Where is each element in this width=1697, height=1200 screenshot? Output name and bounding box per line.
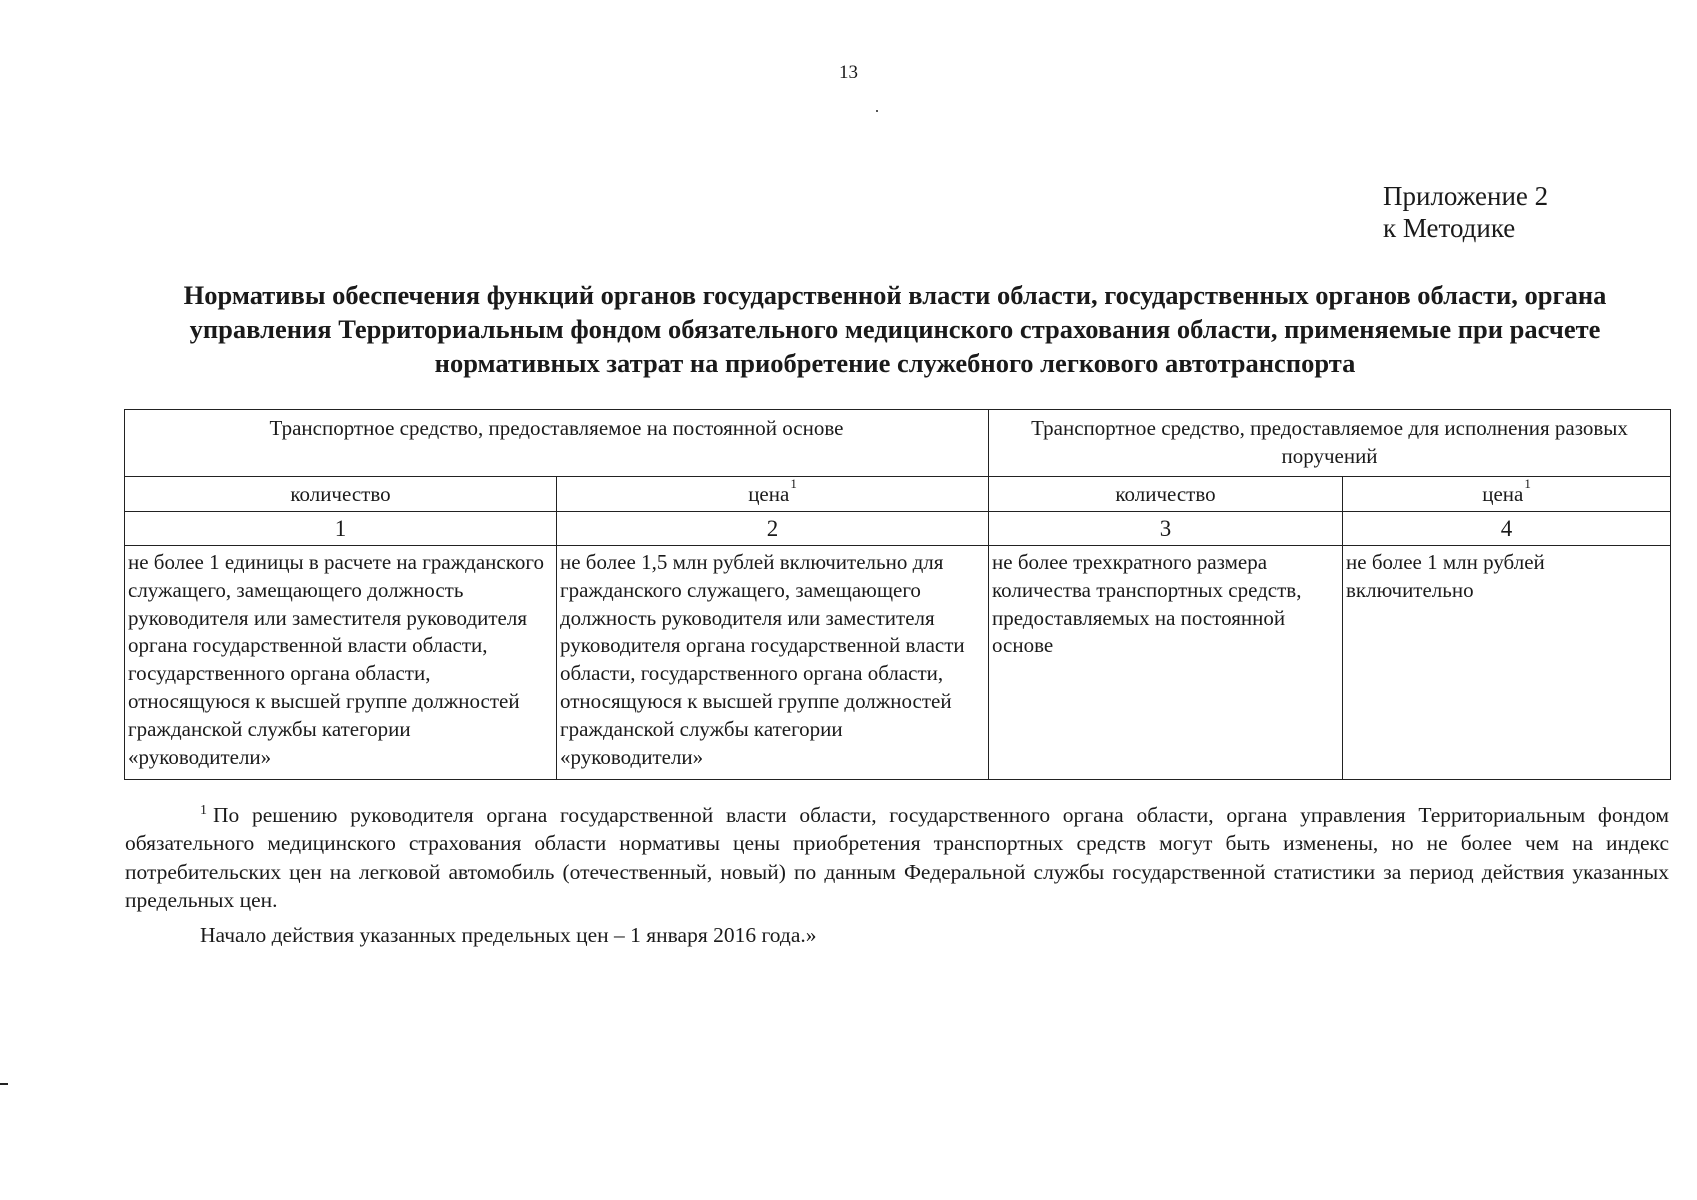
document-title: Нормативы обеспечения функций органов государственной власти области, государственных органов области, органа управления Территориальным фондом обязательного медицинского страхования области, применяемые при расчете нормативных затрат на приобретение служебного легкового автотранспорта [183,280,1607,378]
effective-date-note: Начало действия указанных предельных цен – 1 января 2016 года.» [200,922,817,947]
appendix-line-1: Приложение 2 [1383,181,1549,211]
column-number: 1 [125,512,557,546]
sub-header-quantity-permanent [125,477,557,512]
sub-header-price-permanent [557,477,989,512]
column-number: 3 [989,512,1343,546]
sub-header-label: цена [1482,481,1524,506]
cell-quantity-one-time: не более трехкратного размера количества транспортных средств, предоставляемых на постоянной основе [989,546,1343,780]
footnote-ref: 1 [790,475,797,491]
page-number: 13 [839,62,858,83]
table-sub-header-row [125,477,1671,512]
sub-header-quantity-one-time [989,477,1343,512]
table-row [125,546,1671,780]
norms-table [124,409,1671,780]
cell-price-permanent: не более 1,5 млн рублей включительно для гражданского служащего, замещающего должность руководителя или заместителя руководителя органа государственной власти области, государственного органа области, относящуюся к высшей группе должностей гражданской службы категории «руководители» [557,546,989,780]
group-header-one-time: Транспортное средство, предоставляемое для исполнения разовых поручений [989,410,1671,477]
sub-header-price-one-time [1343,477,1671,512]
scan-dot [876,110,878,112]
footnote-ref: 1 [1524,475,1531,491]
cell-quantity-permanent: не более 1 единицы в расчете на гражданского служащего, замещающего должность руководителя или заместителя руководителя органа государственной власти области, государственного органа области, относящуюся к высшей группе должностей гражданской службы категории «руководители» [125,546,557,780]
footnote-block [125,801,1669,949]
footnote-paragraph [125,801,1669,915]
sub-header-label: количество [290,481,391,506]
footnote-mark: 1 [200,803,207,818]
table-group-header-row [125,410,1671,477]
sub-header-label: количество [1115,481,1216,506]
appendix-line-2: к Методике [1383,213,1516,243]
sub-header-label: цена [748,481,790,506]
margin-mark [0,1083,8,1085]
footnote-text: По решению руководителя органа государственной власти области, государственного органа области, органа управления Территориальным фондом обязательного медицинского страхования области нормативы цены приобретения транспортных средств могут быть изменены, но не более чем на индекс потребительских цен на легковой автомобиль (отечественный, новый) по данным Федеральной службы государственной статистики за период действия указанных предельных цен. [125,803,1669,913]
column-number: 4 [1343,512,1671,546]
group-header-permanent: Транспортное средство, предоставляемое на постоянной основе [125,410,989,477]
cell-price-one-time: не более 1 млн рублей включительно [1343,546,1671,780]
table-column-number-row [125,512,1671,546]
appendix-reference [1383,180,1548,244]
column-number: 2 [557,512,989,546]
